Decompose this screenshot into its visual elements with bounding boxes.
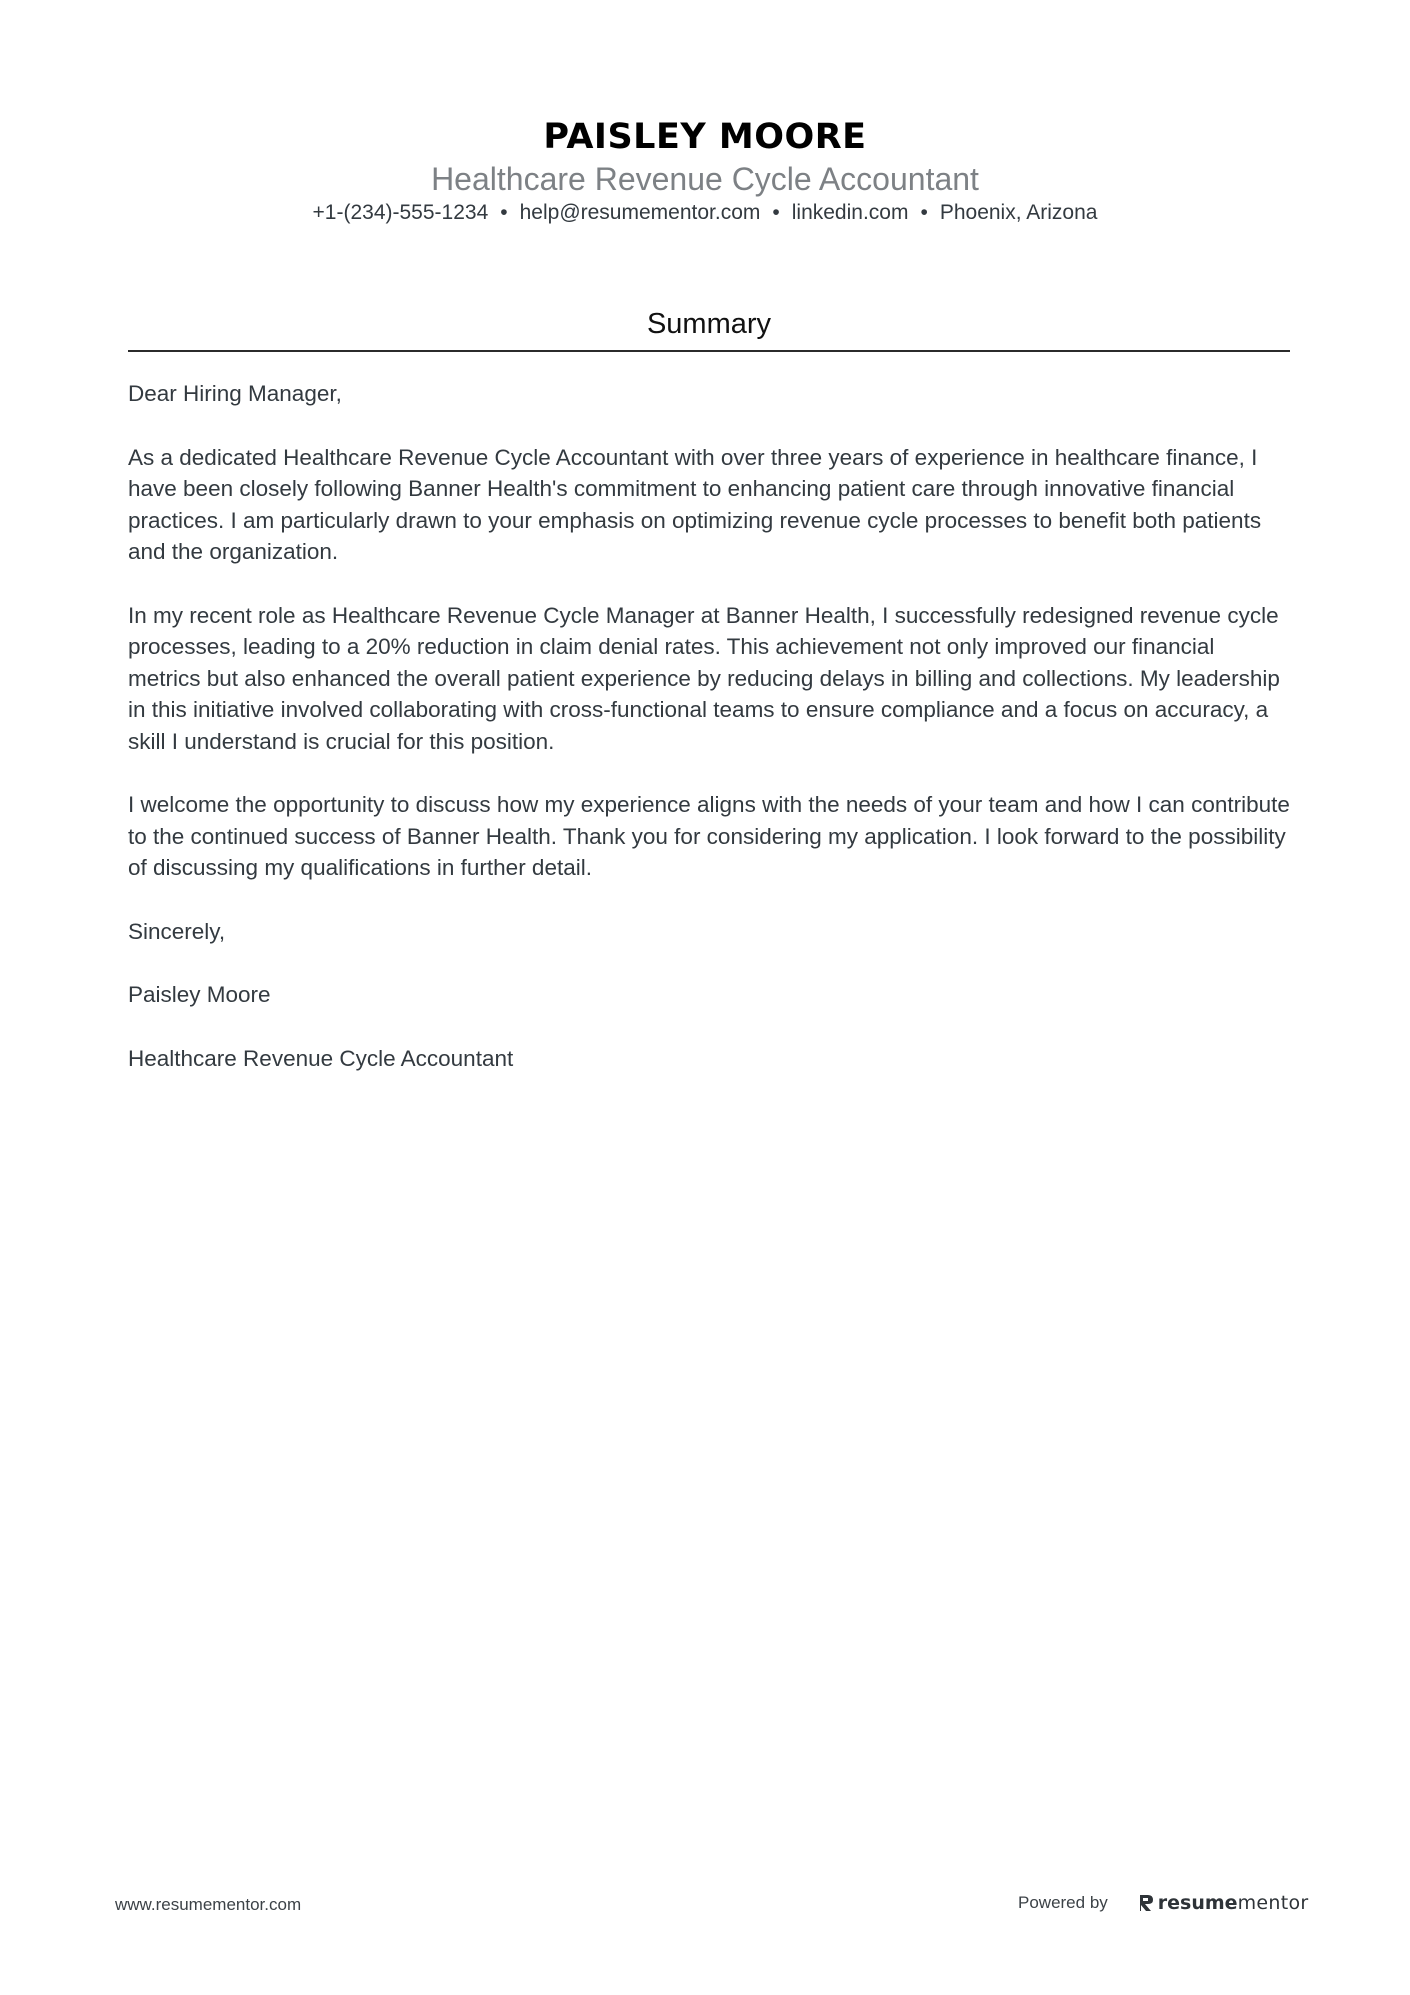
contact-separator: • — [772, 201, 780, 224]
contact-separator: • — [920, 201, 928, 224]
letter-paragraph: As a dedicated Healthcare Revenue Cycle Accountant with over three years of experience in healthcare finance, I have been closely following Banner Health's commitment to enhancing patient care through innovative financial practices. I am particularly drawn to your emphasis on optimizing revenue cycle processes to benefit both patients and the organization. — [128, 444, 1262, 564]
header — [0, 114, 1410, 228]
letter-salutation: Dear Hiring Manager, — [128, 381, 342, 406]
letter-paragraph: I welcome the opportunity to discuss how my experience aligns with the needs of your team and how I can contribute to the continued success of Banner Health. Thank you for considering my application. I look forward to the possibility of discussing my qualifications in further detail. — [128, 792, 1290, 880]
contact-email: help@resumementor.com — [519, 201, 761, 224]
powered-by-label: Powered by — [1018, 1893, 1108, 1912]
letter-paragraph: In my recent role as Healthcare Revenue Cycle Manager at Banner Health, I successfully redesigned revenue cycle processes, leading to a 20% reduction in claim denial rates. This achievement not only improved our financial metrics but also enhanced the overall patient experience by reducing delays in billing and collections. My leadership in this initiative involved collaborating with cross-functional teams to ensure compliance and a focus on accuracy, a skill I understand is crucial for this position. — [128, 602, 1280, 754]
resumementor-logo-icon — [1138, 1893, 1154, 1913]
applicant-job-title: Healthcare Revenue Cycle Accountant — [431, 161, 979, 197]
applicant-name: PAISLEY MOORE — [543, 117, 867, 157]
footer-branding — [1018, 1889, 1309, 1917]
section-divider — [128, 350, 1290, 352]
footer-website-link[interactable]: www.resumementor.com — [115, 1895, 302, 1914]
contact-phone: +1-(234)-555-1234 — [312, 201, 489, 224]
contact-separator: • — [500, 201, 508, 224]
section-heading-summary: Summary — [646, 308, 772, 340]
brand-name-bold: resume — [1157, 1892, 1238, 1914]
brand-name-light: mentor — [1237, 1892, 1309, 1914]
contact-location: Phoenix, Arizona — [939, 201, 1098, 224]
letter-signature-name: Paisley Moore — [128, 982, 271, 1007]
letter-signature-title: Healthcare Revenue Cycle Accountant — [128, 1045, 514, 1071]
contact-linkedin: linkedin.com — [791, 201, 909, 224]
letter-body — [128, 378, 1290, 1106]
letter-closing: Sincerely, — [128, 918, 226, 944]
contact-line — [0, 198, 1410, 228]
